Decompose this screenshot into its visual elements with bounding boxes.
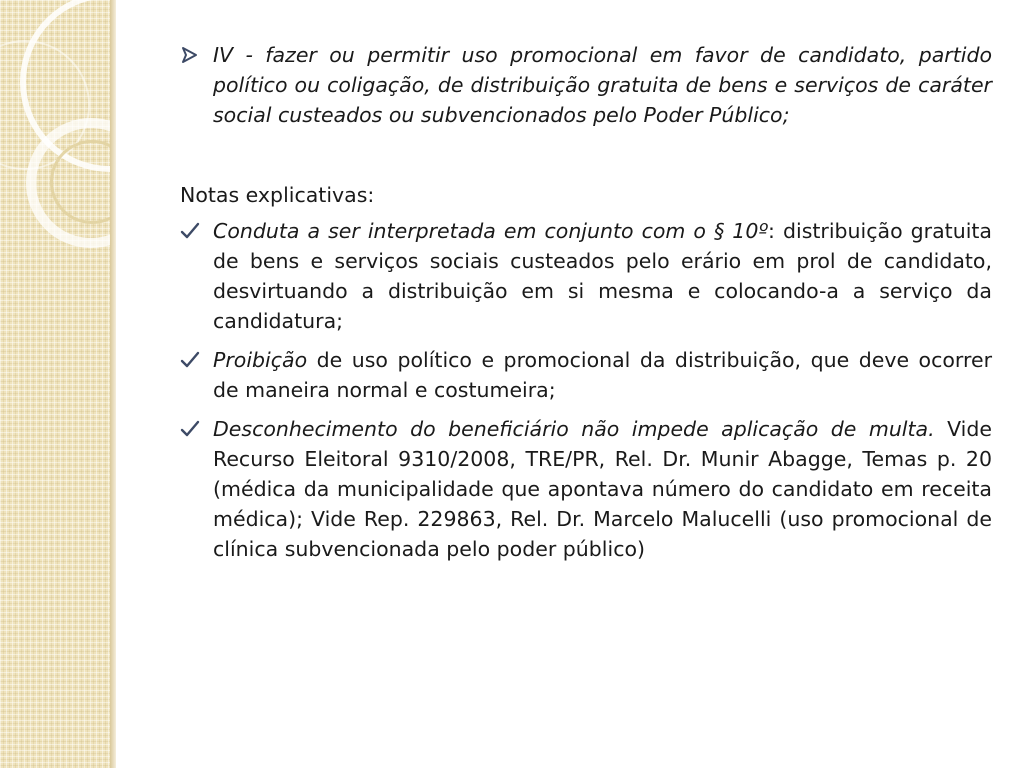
arrow-bullet-icon xyxy=(180,40,206,70)
slide-content xyxy=(180,40,992,573)
note-item-text: Vide Recurso Eleitoral 9310/2008, TRE/PR, Rel. Dr. Munir Abagge, Temas p. 20 (médica da municipalidade que apontava número do candidato em receita médica); Vide Rep. 229863, Rel. Dr. Marcelo Malucelli (uso promocional de clínica subvencionada pelo poder público) xyxy=(213,417,992,561)
notes-heading: Notas explicativas: xyxy=(180,183,375,207)
checkmark-bullet-icon xyxy=(180,345,206,375)
checkmark-bullet-icon xyxy=(180,414,206,444)
item-iv-text: IV - fazer ou permitir uso promocional em favor de candidato, partido político ou coligação, de distribuição gratuita de bens e serviços de caráter social custeados ou subvencionados pelo Poder Público; xyxy=(213,43,992,127)
item-iv xyxy=(180,40,992,130)
note-item xyxy=(180,216,992,336)
note-item-italic: Proibição xyxy=(213,348,308,372)
note-item xyxy=(180,414,992,564)
side-panel-edge xyxy=(110,0,116,768)
note-item-italic: Desconhecimento do beneficiário não impede aplicação de multa. xyxy=(213,417,935,441)
note-item-italic: Conduta a ser interpretada em conjunto com o § 10º xyxy=(213,219,769,243)
checkmark-bullet-icon xyxy=(180,216,206,246)
note-item-text: de uso político e promocional da distribuição, que deve ocorrer de maneira normal e costumeira; xyxy=(213,348,992,402)
decorative-side-panel xyxy=(0,0,114,768)
note-item xyxy=(180,345,992,405)
note-item-text: : distribuição gratuita de bens e serviços sociais custeados pelo erário em prol de candidato, desvirtuando a distribuição em si mesma e colocando-a a serviço da candidatura; xyxy=(213,219,992,333)
